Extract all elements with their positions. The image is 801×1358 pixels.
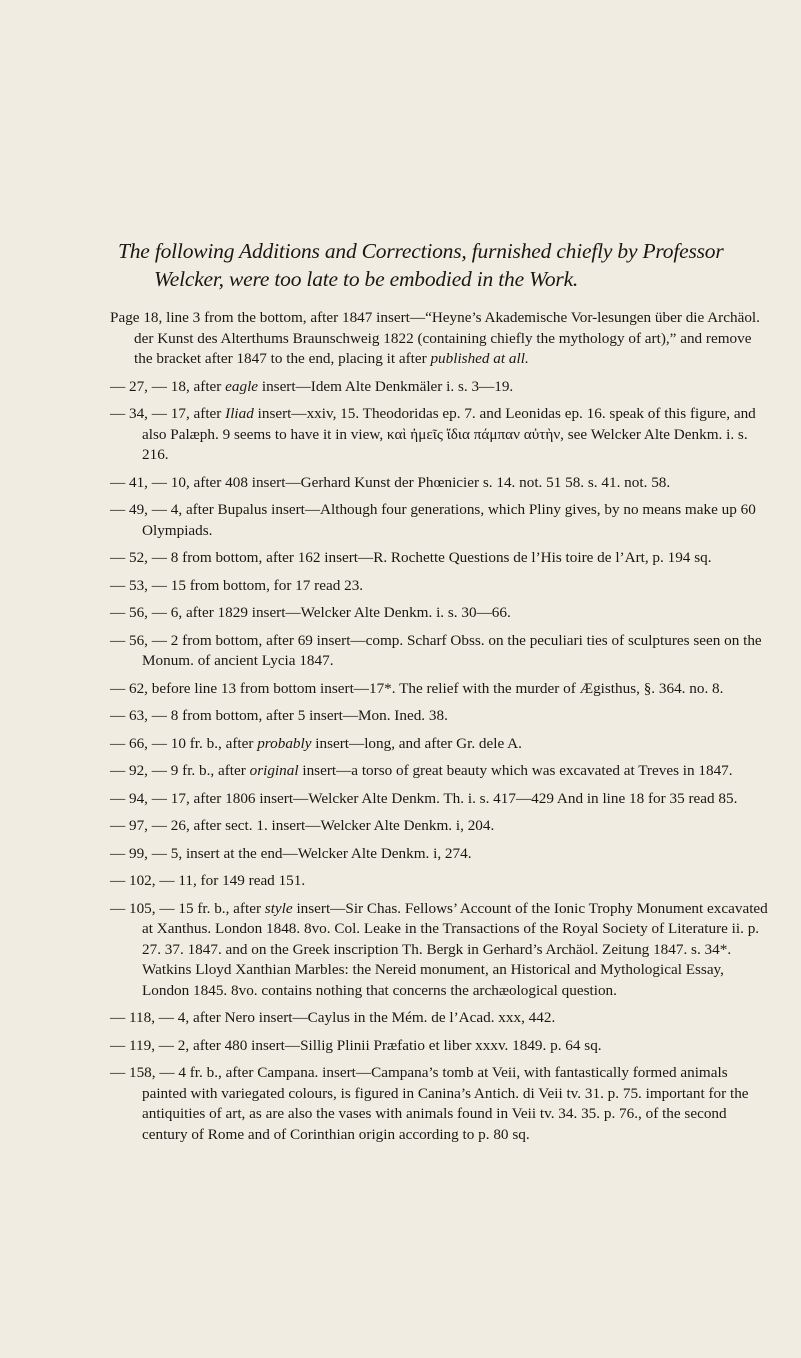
correction-entry: — 56, — 6, after 1829 insert—Welcker Alte Denkm. i. s. 30—66.: [110, 604, 511, 621]
correction-entry: — 56, — 2 from bottom, after 69 insert—comp. Scharf Obss. on the peculiari ties of sculptures seen on the Monum. of ancient Lycia 1847.: [110, 631, 762, 669]
correction-entry: — 52, — 8 from bottom, after 162 insert—R. Rochette Questions de l’His toire de l’Art, p. 194 sq.: [110, 549, 712, 566]
correction-entry: — 41, — 10, after 408 insert—Gerhard Kunst der Phœnicier s. 14. not. 51 58. s. 41. not. 58.: [110, 473, 671, 491]
correction-entry: — 94, — 17, after 1806 insert—Welcker Alte Denkm. Th. i. s. 417—429 And in line 18 for 35 read 85.: [110, 789, 738, 807]
correction-entry: — 92, — 9 fr. b., after original insert—a torso of great beauty which was excavated at Treves in 1847.: [110, 762, 733, 779]
correction-entry: — 105, — 15 fr. b., after style insert—Sir Chas. Fellows’ Account of the Ionic Trophy Monument excavated at Xanthus. London 1848. 8vo. Col. Leake in the Transactions of the Royal Society of Literature ii. p. 27. 37. 1847. and on the Greek inscription Th. Bergk in Gerhard’s Archäol. Zeitung 1847. s. 34*. Watkins Lloyd Xanthian Marbles: the Nereid monument, an Historical and Mythological Essay, London 1845. 8vo. contains nothing that concerns the archæological question.: [110, 899, 768, 999]
correction-entry: — 27, — 18, after eagle insert—Idem Alte Denkmäler i. s. 3—19.: [110, 377, 514, 395]
correction-entry: Page 18, line 3 from the bottom, after 1847 insert—“Heyne’s Akademische Vor-lesungen über die Archäol. der Kunst des Alterthums Braunschweig 1822 (containing chiefly the mythology of art),” and remove the bracket after 1847 to the end, placing it after published at all.: [110, 309, 760, 367]
correction-entry: — 63, — 8 from bottom, after 5 insert—Mon. Ined. 38.: [110, 707, 448, 724]
correction-entry: — 53, — 15 from bottom, for 17 read 23.: [110, 576, 364, 594]
correction-entry: — 158, — 4 fr. b., after Campana. insert—Campana’s tomb at Veii, with fantastically formed animals painted with variegated colours, is figured in Canina’s Antich. di Veii tv. 31. p. 75. important for the antiquities of art, as are also the vases with animals found in Veii tv. 34. 35. p. 76., of the second century of Rome and of Corinthian origin according to p. 80 sq.: [110, 1064, 749, 1143]
correction-entry: — 99, — 5, insert at the end—Welcker Alte Denkm. i, 274.: [110, 844, 472, 862]
correction-entry: — 118, — 4, after Nero insert—Caylus in the Mém. de l’Acad. xxx, 442.: [110, 1009, 556, 1026]
page-heading: [118, 237, 778, 293]
correction-entry: — 119, — 2, after 480 insert—Sillig Plinii Præfatio et liber xxxv. 1849. p. 64 sq.: [110, 1036, 602, 1054]
correction-entry: — 97, — 26, after sect. 1. insert—Welcker Alte Denkm. i, 204.: [110, 817, 495, 834]
heading-line-1: The following Additions and Corrections, furnished chiefly by Professor: [118, 239, 724, 263]
heading-line-2: Welcker, were too late to be embodied in the Work.: [154, 267, 579, 291]
correction-entry: — 66, — 10 fr. b., after probably insert—long, and after Gr. dele A.: [110, 734, 522, 752]
corrections-list: [110, 308, 772, 1152]
correction-entry: — 34, — 17, after Iliad insert—xxiv, 15. Theodoridas ep. 7. and Leonidas ep. 16. speak of this figure, and also Palæph. 9 seems to have it in view, καὶ ἠμεῖς ἴδια πάμπαν αὐτὴν, see Welcker Alte Denkm. i. s. 216.: [110, 405, 756, 463]
correction-entry: — 62, before line 13 from bottom insert—17*. The relief with the murder of Ægisthus, §. 364. no. 8.: [110, 679, 724, 697]
correction-entry: — 49, — 4, after Bupalus insert—Although four generations, which Pliny gives, by no means make up 60 Olympiads.: [110, 501, 756, 539]
correction-entry: — 102, — 11, for 149 read 151.: [110, 872, 306, 889]
